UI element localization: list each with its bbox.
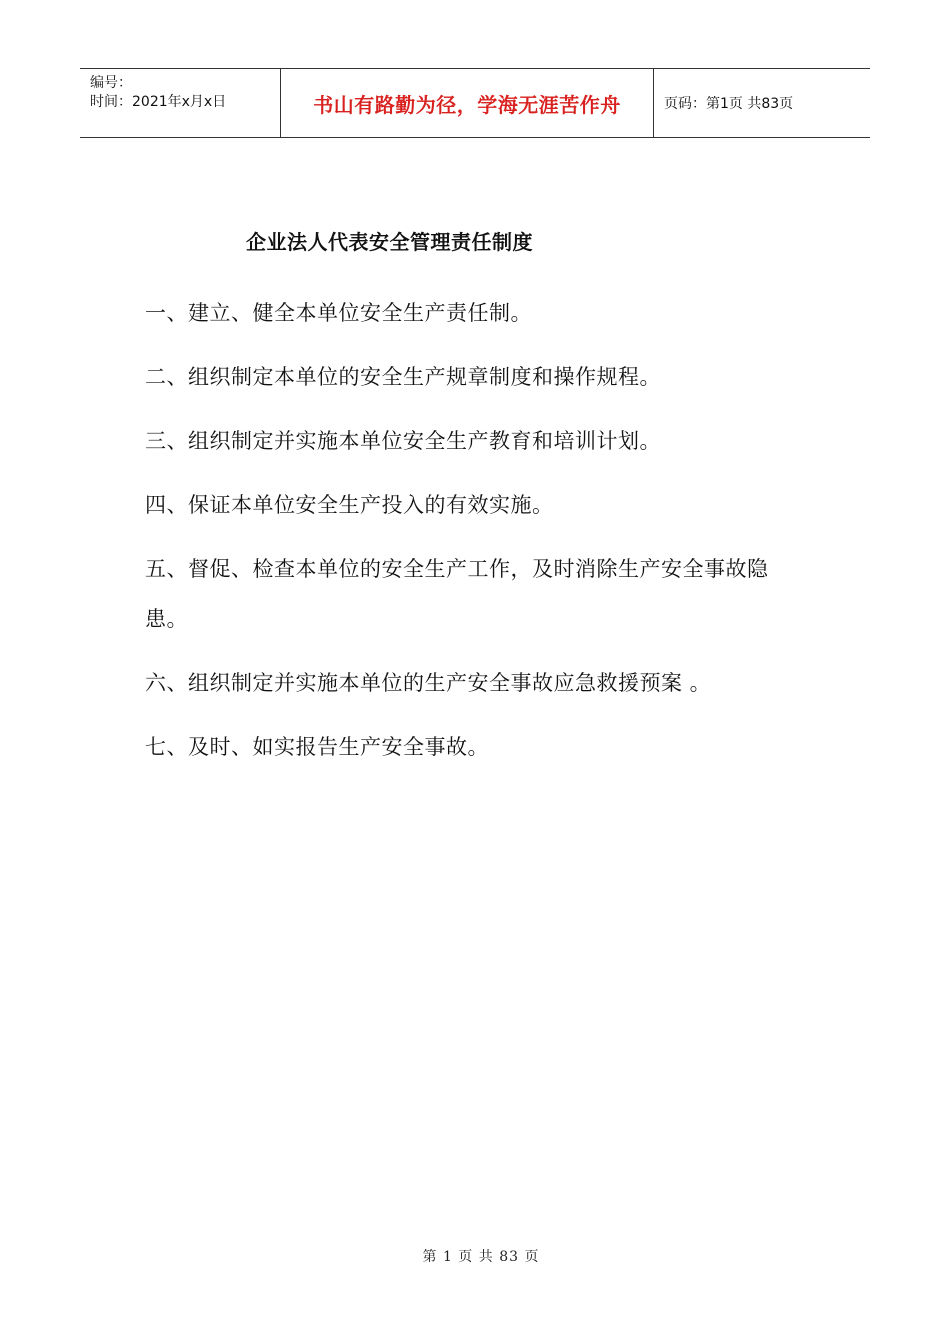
list-item: 二、组织制定本单位的安全生产规章制度和操作规程。 <box>145 365 661 389</box>
header-motto: 书山有路勤为径，学海无涯苦作舟 <box>313 92 621 117</box>
document-number-label: 编号： <box>90 75 132 91</box>
header-meta-cell <box>80 69 281 137</box>
list-item: 三、组织制定并实施本单位安全生产教育和培训计划。 <box>145 429 661 453</box>
document-time-label: 时间：2021年x月x日 <box>90 94 227 110</box>
header-motto-cell <box>281 69 654 137</box>
list-item: 四、保证本单位安全生产投入的有效实施。 <box>145 493 554 517</box>
document-title: 企业法人代表安全管理责任制度 <box>246 230 533 254</box>
list-item: 六、组织制定并实施本单位的生产安全事故应急救援预案 。 <box>145 671 712 695</box>
list-item: 五、督促、检查本单位的安全生产工作，及时消除生产安全事故隐患。 <box>145 557 769 631</box>
list-item: 一、建立、健全本单位安全生产责任制。 <box>145 301 532 325</box>
page-header <box>80 68 870 138</box>
responsibility-list <box>145 288 785 786</box>
page-footer: 第 1 页 共 83 页 <box>422 1249 540 1265</box>
header-page-info: 页码：第1页 共83页 <box>664 96 794 112</box>
list-item: 七、及时、如实报告生产安全事故。 <box>145 735 489 759</box>
header-page-cell <box>654 69 870 137</box>
